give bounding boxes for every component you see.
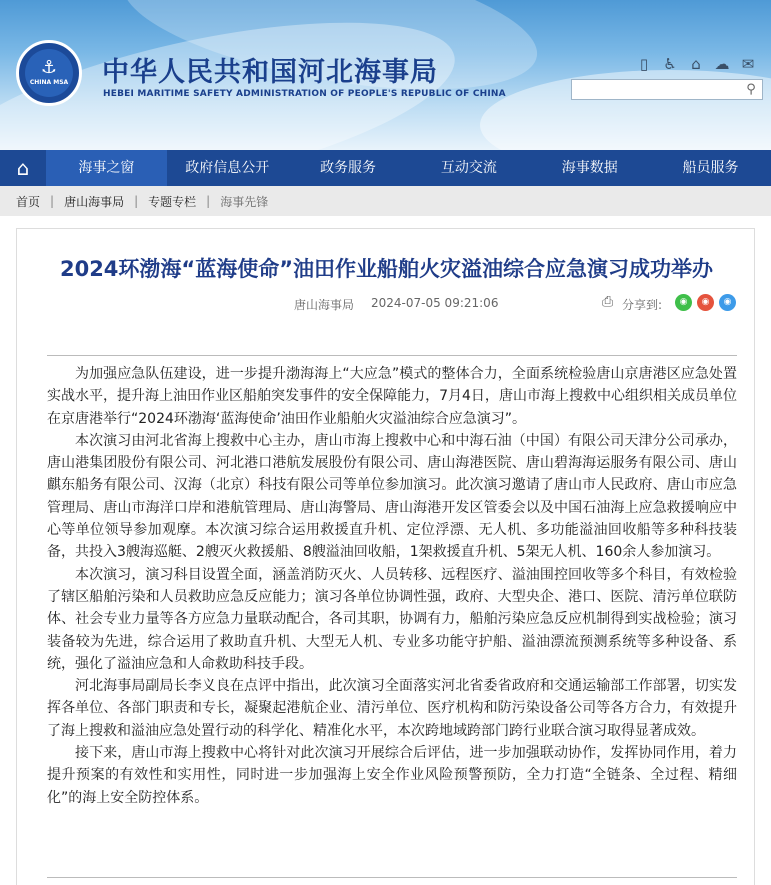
- breadcrumb-home[interactable]: 首页: [16, 194, 41, 209]
- search-box: [571, 79, 763, 100]
- article-source: 唐山海事局: [294, 298, 355, 312]
- breadcrumb-separator: |: [134, 194, 139, 208]
- logo-emblem: [25, 49, 73, 97]
- article-paragraph: 本次演习由河北省海上搜救中心主办，唐山市海上搜救中心和中海石油（中国）有限公司天津分公司承办，唐山港集团股份有限公司、河北港口港航发展股份有限公司、唐山海港医院、唐山碧海海运服务有限公司、唐山麒东船务有限公司、汉海（北京）科技有限公司等单位参加演习。此次演习邀请了唐山市人民政府、唐山市应急管理局、唐山市海洋口岸和港航管理局、唐山海警局、唐山海港开发区管委会以及中国石油海上应急救援响应中心等单位领导参加观摩。本次演习综合运用救援直升机、定位浮漂、无人机、多功能溢油回收船等多种科技装备，共投入3艘海巡艇、2艘灭火救援船、8艘溢油回收船，1架救援直升机、5架无人机、160余人参加演习。: [47, 432, 737, 561]
- site-subtitle: HEBEI MARITIME SAFETY ADMINISTRATION OF PEOPLE'S REPUBLIC OF CHINA: [103, 89, 506, 99]
- site-title: 中华人民共和国河北海事局: [102, 57, 438, 88]
- nav-item-services[interactable]: 政务服务: [320, 160, 377, 176]
- nav-home-button[interactable]: [0, 150, 46, 186]
- article-container: [16, 228, 755, 885]
- logo-text: CHINA MSA: [29, 79, 69, 86]
- home-icon[interactable]: ⌂: [691, 55, 701, 73]
- breadcrumb-tangshan[interactable]: 唐山海事局: [64, 194, 125, 209]
- msa-logo[interactable]: [16, 40, 82, 106]
- article-paragraph: 河北海事局副局长李义良在点评中指出，此次演习全面落实河北省委省政府和交通运输部工作部署，切实发挥各单位、各部门职责和专长，凝聚起港航企业、清污单位、医疗机构和防污染设备公司等各方合力，有效提升了海上搜救和溢油应急处置行动的科学化、精准化水平，本次跨地域跨部门跨行业联合演习取得显著成效。: [47, 678, 737, 739]
- site-header: [0, 0, 771, 150]
- header-tools: [635, 55, 757, 73]
- share-qq-icon[interactable]: ◉: [719, 294, 736, 311]
- breadcrumb: [0, 186, 771, 216]
- share-weibo-icon[interactable]: ◉: [697, 294, 714, 311]
- article-body: [47, 363, 737, 809]
- breadcrumb-separator: |: [50, 194, 55, 208]
- article-paragraph: 为加强应急队伍建设，进一步提升渤海海上“大应急”模式的整体合力，全面系统检验唐山京唐港区应急处置实战水平，提升海上油田作业区船舶突发事件的安全保障能力，7月4日，唐山市海上搜救中心组织相关成员单位在京唐港举行“2024环渤海‘蓝海使命’油田作业船舶火灾溢油综合应急演习”。: [47, 366, 737, 427]
- main-nav: [0, 150, 771, 186]
- anchor-icon: ⚓: [40, 57, 58, 78]
- nav-item-gov-info[interactable]: 政府信息公开: [185, 160, 270, 176]
- share-label: 分享到:: [622, 298, 663, 312]
- home-icon: ⌂: [16, 156, 30, 180]
- article-date: 2024-07-05 09:21:06: [371, 296, 499, 310]
- nav-item-haishi[interactable]: 海事之窗: [46, 150, 167, 186]
- article-paragraph: 本次演习，演习科目设置全面，涵盖消防灭火、人员转移、远程医疗、溢油围控回收等多个科目，有效检验了辖区船舶污染和人员救助应急反应能力；演习各单位协调性强，政府、大型央企、港口、医院、清污单位联防体、社会专业力量等各方应急力量联动配合，各司其职，协调有力，船舶污染应急反应机制得到实战检验；演习装备较为先进，综合运用了救助直升机、大型无人机、专业多功能守护船、溢油漂流预测系统等多种设备、系统，强化了溢油应急和人命救助科技手段。: [47, 566, 737, 672]
- breadcrumb-current[interactable]: 海事先锋: [220, 194, 269, 209]
- accessibility-icon[interactable]: ♿: [663, 55, 677, 73]
- search-input[interactable]: [572, 80, 740, 99]
- wechat-icon[interactable]: ☁: [714, 55, 730, 73]
- article-title: 2024环渤海“蓝海使命”油田作业船舶火灾溢油综合应急演习成功举办: [59, 257, 714, 281]
- breadcrumb-separator: |: [206, 194, 211, 208]
- search-icon[interactable]: ⚲: [746, 82, 756, 97]
- nav-item-interaction[interactable]: 互动交流: [440, 160, 497, 176]
- article-paragraph: 接下来，唐山市海上搜救中心将针对此次演习开展综合后评估，进一步加强联动协作，发挥协同作用，着力提升预案的有效性和实用性，同时进一步加强海上安全作业风险预警预防，全力打造“全链条、全过程、精细化”的海上安全防控体系。: [47, 745, 737, 806]
- divider: [47, 877, 737, 878]
- divider: [47, 355, 737, 356]
- breadcrumb-topics[interactable]: 专题专栏: [148, 194, 197, 209]
- article-meta: [17, 292, 754, 318]
- nav-item-data[interactable]: 海事数据: [561, 160, 618, 176]
- share-wechat-icon[interactable]: ◉: [675, 294, 692, 311]
- mobile-icon[interactable]: ▯: [639, 55, 649, 73]
- print-icon[interactable]: ⎙: [602, 294, 614, 310]
- mail-icon[interactable]: ✉: [741, 55, 755, 73]
- nav-item-crew[interactable]: 船员服务: [682, 160, 739, 176]
